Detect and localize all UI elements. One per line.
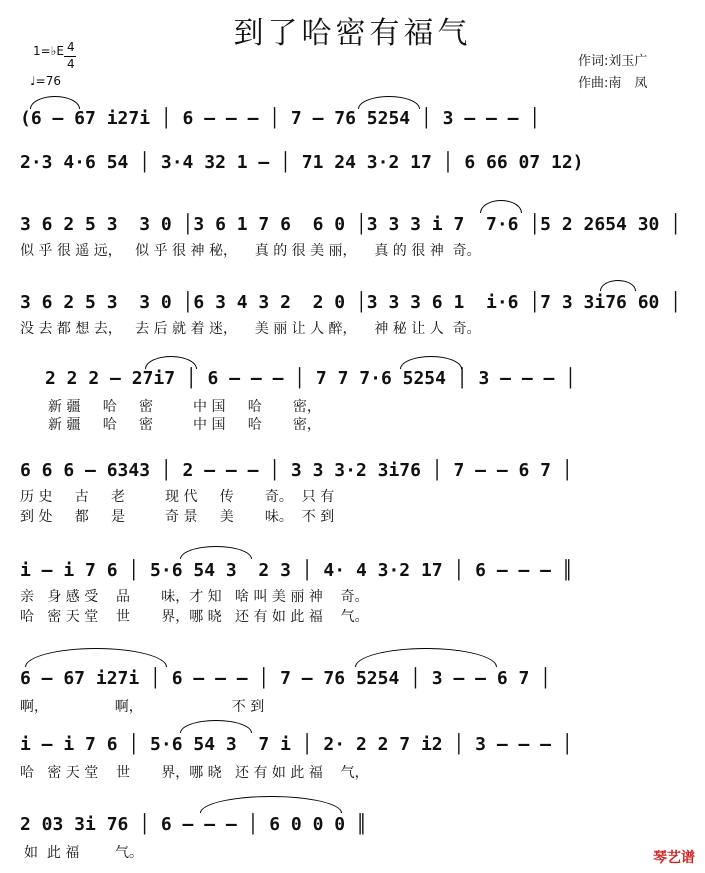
score-row-9-notes: i – i 7 6 │ 5·6 54 3 7 i │ 2· 2 2 7 i2 │ 3 – – – │ <box>20 734 573 755</box>
slur <box>145 356 197 369</box>
score-row-2-notes: 2·3 4·6 54 │ 3·4 32 1 – │ 71 24 3·2 17 │ 6 66 07 12) <box>20 152 584 173</box>
lyrics-row-3: 似 乎 很 遥 远， 似 乎 很 神 秘， 真 的 很 美 丽， 真 的 很 神 奇。 <box>20 243 481 259</box>
slur <box>200 796 342 813</box>
slur <box>180 720 252 733</box>
score-row-3-notes: 3 6 2 5 3 3 0 │3 6 1 7 6 6 0 │3 3 3 i 7 7·6 │5 2 2654 30 │ <box>20 214 682 235</box>
score-row-10-notes: 2 03 3i 76 │ 6 – – – │ 6 0 0 0 ║ <box>20 814 367 835</box>
lyrics-row-7-verse-1: 亲 身 感 受 品 味，才 知 啥 叫 美 丽 神 奇。 <box>20 589 369 605</box>
slur <box>180 546 252 559</box>
score-row-8-notes: 6 – 67 i27i │ 6 – – – │ 7 – 76 5254 │ 3 – – 6 7 │ <box>20 668 552 689</box>
lyrics-row-9: 哈 密 天 堂 世 界，哪 晓 还 有 如 此 福 气， <box>20 765 369 781</box>
key-signature: 1=♭E <box>33 44 64 58</box>
slur <box>600 280 636 291</box>
composer-credit: 作曲:南 凤 <box>578 76 648 91</box>
lyrics-row-8: 啊， 啊， 不 到 <box>20 699 265 715</box>
time-signature-bottom: 4 <box>67 57 75 71</box>
slur <box>400 356 462 369</box>
lyrics-row-6-verse-2: 到 处 都 是 奇 景 美 味。 不 到 <box>20 509 335 525</box>
score-row-6-notes: 6 6 6 – 6343 │ 2 – – – │ 3 3 3·2 3i76 │ 7 – – 6 7 │ <box>20 460 573 481</box>
lyrics-row-5-verse-2: 新 疆 哈 密 中 国 哈 密， <box>48 417 321 433</box>
score-row-7-notes: i – i 7 6 │ 5·6 54 3 2 3 │ 4· 4 3·2 17 │ 6 – – – ║ <box>20 560 573 581</box>
score-row-1-notes: (6 – 67 i27i │ 6 – – – │ 7 – 76 5254 │ 3 – – – │ <box>20 108 541 129</box>
score-row-5-notes: 2 2 2 – 27i7 │ 6 – – – │ 7 7 7·6 5254 │ 3 – – – │ <box>45 368 577 389</box>
lyrics-row-4: 没 去 都 想 去， 去 后 就 着 迷， 美 丽 让 人 醉， 神 秘 让 人 奇。 <box>20 321 481 337</box>
lyricist-credit: 作词:刘玉广 <box>578 54 648 69</box>
slur <box>25 648 167 667</box>
time-signature-top: 4 <box>67 40 75 54</box>
page-title: 到了哈密有福气 <box>233 16 472 51</box>
lyrics-row-7-verse-2: 哈 密 天 堂 世 界，哪 晓 还 有 如 此 福 气。 <box>20 609 369 625</box>
slur <box>30 96 80 109</box>
slur <box>358 96 420 109</box>
slur <box>480 200 522 213</box>
lyrics-row-10: 如 此 福 气。 <box>24 845 143 861</box>
slur <box>355 648 497 667</box>
tempo-mark: ♩=76 <box>30 74 61 88</box>
lyrics-row-6-verse-1: 历 史 古 老 现 代 传 奇。 只 有 <box>20 489 335 505</box>
time-signature-line <box>64 56 76 57</box>
lyrics-row-5-verse-1: 新 疆 哈 密 中 国 哈 密， <box>48 399 321 415</box>
score-row-4-notes: 3 6 2 5 3 3 0 │6 3 4 3 2 2 0 │3 3 3 6 1 i·6 │7 3 3i76 60 │ <box>20 292 682 313</box>
watermark-logo: 琴艺谱 <box>653 850 695 866</box>
